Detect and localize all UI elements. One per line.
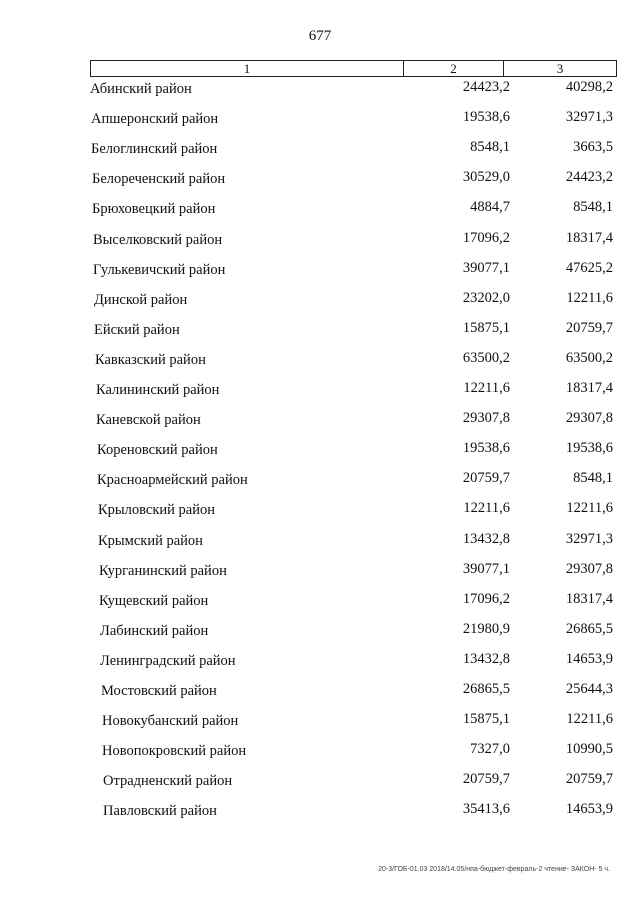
value-col-3: 10990,5 [565, 741, 613, 758]
table-row [0, 290, 640, 310]
table-row [0, 380, 640, 400]
page-number: 677 [308, 28, 332, 44]
district-name: Новокубанский район [102, 713, 239, 730]
district-name: Мостовский район [101, 683, 217, 699]
value-col-3: 26865,5 [565, 620, 613, 637]
table-row [0, 410, 640, 430]
table-row [0, 139, 640, 159]
table-row [0, 500, 640, 520]
header-col-3: 3 [556, 61, 564, 76]
table-row [0, 350, 640, 370]
value-col-2: 4884,7 [470, 199, 510, 216]
value-col-3: 25644,3 [565, 681, 613, 697]
value-col-2: 39077,1 [462, 259, 510, 276]
value-col-3: 14653,9 [565, 801, 613, 818]
value-col-2: 13432,8 [462, 530, 510, 547]
district-name: Выселковский район [93, 231, 223, 248]
table-row [0, 230, 640, 250]
header-col-2: 2 [404, 61, 504, 76]
table-row [0, 199, 640, 219]
district-name: Павловский район [103, 803, 217, 820]
value-col-2: 12211,6 [463, 380, 510, 396]
value-col-3: 18317,4 [565, 380, 613, 396]
value-col-3: 8548,1 [573, 470, 613, 487]
table-row [0, 771, 640, 791]
value-col-3: 24423,2 [565, 169, 613, 186]
district-name: Кущевский район [99, 592, 209, 609]
district-name: Белореченский район [92, 171, 226, 188]
table-row [0, 169, 640, 189]
value-col-3: 63500,2 [565, 349, 613, 366]
value-col-3: 3663,5 [573, 139, 613, 156]
value-col-3: 29307,8 [565, 560, 613, 577]
value-col-2: 21980,9 [462, 620, 510, 637]
value-col-2: 30529,0 [462, 169, 510, 186]
table-row [0, 561, 640, 581]
value-col-3: 8548,1 [573, 199, 613, 216]
value-col-3: 32971,3 [565, 109, 613, 126]
district-name: Отрадненский район [103, 773, 233, 790]
value-col-2: 29307,8 [462, 410, 510, 427]
table-row [0, 711, 640, 731]
district-name: Белоглинский район [91, 141, 218, 158]
value-col-3: 47625,2 [565, 259, 613, 276]
value-col-2: 63500,2 [462, 349, 510, 366]
value-col-3: 12211,6 [566, 711, 613, 728]
table-row [0, 651, 640, 671]
table-row [0, 741, 640, 761]
value-col-2: 19538,6 [462, 109, 510, 126]
table-row [0, 440, 640, 460]
district-name: Динской район [94, 291, 188, 308]
district-name: Курганинский район [99, 562, 227, 579]
district-name: Брюховецкий район [92, 201, 216, 218]
value-col-2: 23202,0 [462, 289, 510, 306]
value-col-2: 12211,6 [463, 500, 510, 517]
value-col-3: 20759,7 [565, 319, 613, 336]
district-name: Красноармейский район [97, 472, 248, 489]
table-row [0, 109, 640, 129]
value-col-2: 20759,7 [462, 470, 510, 487]
value-col-3: 18317,4 [565, 590, 613, 607]
table-row [0, 260, 640, 280]
value-col-2: 39077,1 [462, 560, 510, 577]
value-col-3: 32971,3 [565, 530, 613, 547]
value-col-2: 15875,1 [462, 711, 510, 728]
district-name: Новопокровский район [102, 743, 247, 760]
value-col-2: 13432,8 [462, 650, 510, 667]
value-col-2: 26865,5 [462, 681, 510, 697]
district-name: Крыловский район [98, 502, 215, 519]
table-row [0, 470, 640, 490]
table-row [0, 320, 640, 340]
value-col-2: 7327,0 [470, 741, 510, 758]
district-name: Крымский район [98, 532, 203, 549]
table-row [0, 681, 640, 701]
district-name: Абинский район [90, 81, 192, 97]
value-col-2: 17096,2 [462, 590, 510, 607]
district-name: Апшеронский район [91, 111, 219, 128]
value-col-2: 24423,2 [462, 79, 510, 95]
district-name: Кореновский район [97, 442, 218, 459]
value-col-3: 12211,6 [566, 289, 613, 306]
district-name: Калининский район [96, 382, 220, 398]
value-col-3: 12211,6 [566, 500, 613, 517]
header-col-1: 1 [91, 61, 404, 76]
value-col-3: 18317,4 [565, 229, 613, 246]
value-col-2: 15875,1 [462, 319, 510, 336]
value-col-2: 8548,1 [470, 139, 510, 156]
table-row [0, 79, 640, 99]
value-col-3: 40298,2 [565, 79, 613, 95]
value-col-3: 14653,9 [565, 650, 613, 667]
table-row [0, 621, 640, 641]
value-col-3: 20759,7 [565, 771, 613, 788]
table-row [0, 531, 640, 551]
value-col-3: 19538,6 [565, 440, 613, 457]
footer-note: 20-3/ГОБ-01.03 2018/14.05/нпа-бюджет-февраль-2 чтение- ЗАКОН- 5 ч. [378, 866, 610, 873]
district-name: Гулькевичский район [93, 261, 226, 278]
value-col-2: 35413,6 [462, 801, 510, 818]
district-name: Ленинградский район [100, 652, 236, 669]
district-name: Кавказский район [95, 351, 206, 368]
value-col-3: 29307,8 [565, 410, 613, 427]
district-name: Каневской район [96, 412, 201, 429]
value-col-2: 20759,7 [462, 771, 510, 788]
district-name: Ейский район [94, 321, 180, 338]
district-name: Лабинский район [100, 622, 209, 639]
value-col-2: 19538,6 [462, 440, 510, 457]
table-header-row [90, 60, 617, 77]
table-row [0, 801, 640, 821]
value-col-2: 17096,2 [462, 229, 510, 246]
table-row [0, 591, 640, 611]
